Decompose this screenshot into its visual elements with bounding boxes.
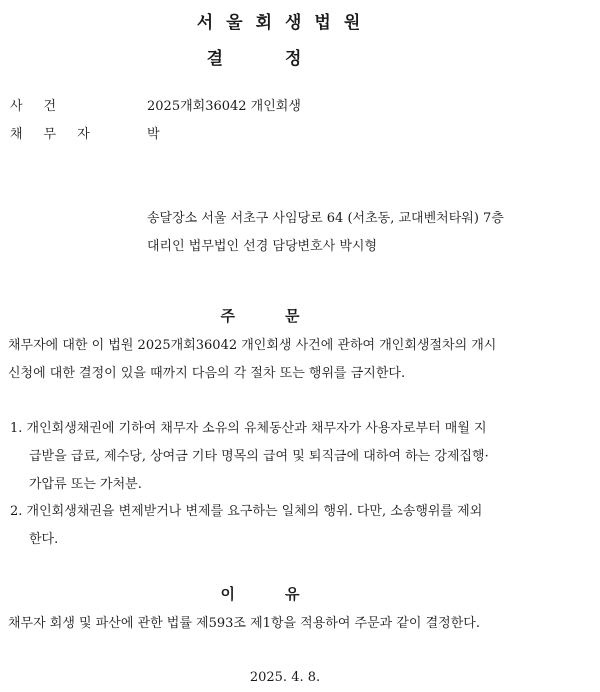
reason-text: 채무자 회생 및 파산에 관한 법률 제593조 제1항을 적용하여 주문과 같이 결정한다. xyxy=(8,616,480,631)
order-item-line: 가압류 또는 가처분. xyxy=(29,477,142,492)
case-number: 2025개회36042 개인회생 xyxy=(147,99,301,114)
debtor-name: 박 xyxy=(147,127,160,142)
delivery-address: 송달장소 서울 서초구 사임당로 64 (서초동, 교대벤처타워) 7층 xyxy=(147,211,504,226)
court-name: 서울회생법원 xyxy=(196,13,374,33)
document-type-title: 결정 xyxy=(206,49,364,69)
order-item-line: 한다. xyxy=(29,532,59,547)
order-item-line: 2. 개인회생채권을 변제받거나 변제를 요구하는 일체의 행위. 다만, 소송행위를 제외 xyxy=(10,504,483,519)
order-item-line: 급받을 급료, 제수당, 상여금 기타 명목의 급여 및 퇴직금에 대하여 하는 강제집행· xyxy=(29,449,489,464)
order-intro-line: 신청에 대한 결정이 있을 때까지 다음의 각 절차 또는 행위를 금지한다. xyxy=(8,366,406,381)
order-item-line: 1. 개인회생채권에 기하여 채무자 소유의 유체동산과 채무자가 사용자로부터 매월 지 xyxy=(10,421,487,436)
order-intro-line: 채무자에 대한 이 법원 2025개회36042 개인회생 사건에 관하여 개인회생절차의 개시 xyxy=(8,338,497,353)
legal-agent: 대리인 법무법인 선경 담당변호사 박시형 xyxy=(147,239,378,254)
order-heading: 주문 xyxy=(220,307,350,325)
reason-heading: 이유 xyxy=(220,585,350,603)
debtor-label: 채무자 xyxy=(10,127,111,142)
decision-date: 2025. 4. 8. xyxy=(249,670,321,685)
case-label: 사건 xyxy=(10,99,78,114)
